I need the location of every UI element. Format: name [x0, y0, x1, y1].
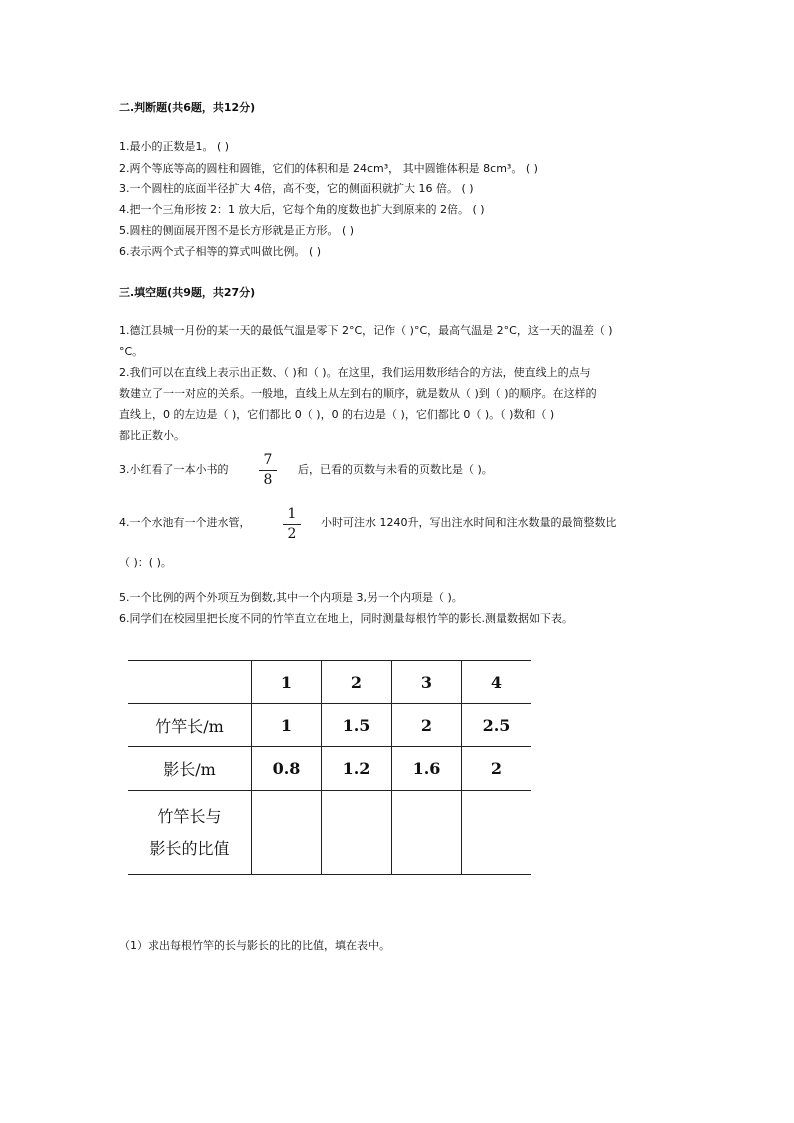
table-cell: 0.8 — [252, 747, 322, 791]
question-3-text-after: 后，已看的页数与未看的页数比是（ )。 — [298, 463, 493, 476]
question-2-line2: 数建立了一一对应的关系。一般地，直线上从左到右的顺序，就是数从（ )到（ )的顺序。在这样的 — [119, 387, 597, 400]
question-4-text-after: 小时可注水 1240升，写出注水时间和注水数量的最简整数比 — [321, 516, 617, 529]
row-label-ratio-line2: 影长的比值 — [149, 838, 230, 858]
question-item: 4.把一个三角形按 2：1 放大后，它每个角的度数也扩大到原来的 2倍。 ( ) — [119, 203, 485, 216]
empty-answer-cell — [392, 791, 462, 875]
question-item: 2.两个等底等高的圆柱和圆锥，它们的体积和是 24cm³， 其中圆锥体积是 8cm³。 ( ) — [119, 162, 538, 175]
section3-heading: 三.填空题(共9题，共27分) — [119, 286, 256, 299]
table-cell: 1.5 — [322, 704, 392, 747]
fraction-denominator: 8 — [263, 472, 273, 488]
table-row — [128, 747, 531, 791]
question-item: 5.圆柱的侧面展开图不是长方形就是正方形。 ( ) — [119, 224, 355, 237]
fraction-numerator: 7 — [263, 452, 273, 468]
section2-heading: 二.判断题(共6题，共12分) — [119, 101, 256, 114]
table-cell: 2 — [462, 747, 532, 791]
table-row — [128, 791, 531, 875]
fraction-bar — [283, 524, 301, 525]
question-1-line1: 1.德江县城一月份的某一天的最低气温是零下 2°C，记作（ )°C，最高气温是 2°C，这一天的温差（ ) — [119, 324, 613, 337]
table-header-cell: 3 — [392, 661, 462, 704]
table-cell: 1 — [252, 704, 322, 747]
table-header-cell: 2 — [322, 661, 392, 704]
question-5: 5.一个比例的两个外项互为倒数,其中一个内项是 3,另一个内项是（ )。 — [119, 591, 463, 604]
question-4-text: 4.一个水池有一个进水管， — [119, 516, 251, 529]
row-label-ratio — [128, 791, 252, 875]
question-2-line1: 2.我们可以在直线上表示出正数、（ )和（ )。在这里，我们运用数形结合的方法，使直线上的点与 — [119, 366, 591, 379]
empty-answer-cell — [462, 791, 532, 875]
table-header-cell: 1 — [252, 661, 322, 704]
row-label-bamboo-length: 竹竿长/m — [128, 704, 252, 747]
question-6: 6.同学们在校园里把长度不同的竹竿直立在地上，同时测量每根竹竿的影长.测量数据如下表。 — [119, 612, 573, 625]
question-3-text: 3.小红看了一本小书的 — [119, 463, 229, 476]
table-header-row — [128, 661, 531, 704]
table-cell: 1.2 — [322, 747, 392, 791]
question-1-line2: °C。 — [119, 345, 144, 358]
table-row — [128, 704, 531, 747]
question-2-line4: 都比正数小。 — [119, 429, 185, 442]
fraction-numerator: 1 — [287, 506, 297, 522]
bamboo-shadow-table — [128, 660, 531, 875]
fraction-one-half — [280, 506, 304, 543]
sub-question-1: （1）求出每根竹竿的长与影长的比的比值，填在表中。 — [119, 939, 390, 952]
question-item: 6.表示两个式子相等的算式叫做比例。 ( ) — [119, 245, 322, 258]
table-corner-cell — [128, 661, 252, 704]
empty-answer-cell — [252, 791, 322, 875]
table-header-cell: 4 — [462, 661, 532, 704]
table-cell: 2 — [392, 704, 462, 747]
table-cell: 2.5 — [462, 704, 532, 747]
fraction-denominator: 2 — [287, 526, 297, 542]
fraction-bar — [259, 470, 277, 471]
question-item: 1.最小的正数是1。 ( ) — [119, 140, 230, 153]
empty-answer-cell — [322, 791, 392, 875]
question-4-line2: （ )：( )。 — [119, 556, 172, 569]
table-cell: 1.6 — [392, 747, 462, 791]
row-label-shadow-length: 影长/m — [128, 747, 252, 791]
question-2-line3: 直线上，0 的左边是（ )，它们都比 0（ )，0 的右边是（ )，它们都比 0（ )。（ )数和（ ) — [119, 408, 555, 421]
fraction-seven-eighths — [256, 452, 280, 489]
question-item: 3.一个圆柱的底面半径扩大 4倍，高不变，它的侧面积就扩大 16 倍。 ( ) — [119, 182, 474, 195]
row-label-ratio-line1: 竹竿长与 — [157, 806, 222, 826]
